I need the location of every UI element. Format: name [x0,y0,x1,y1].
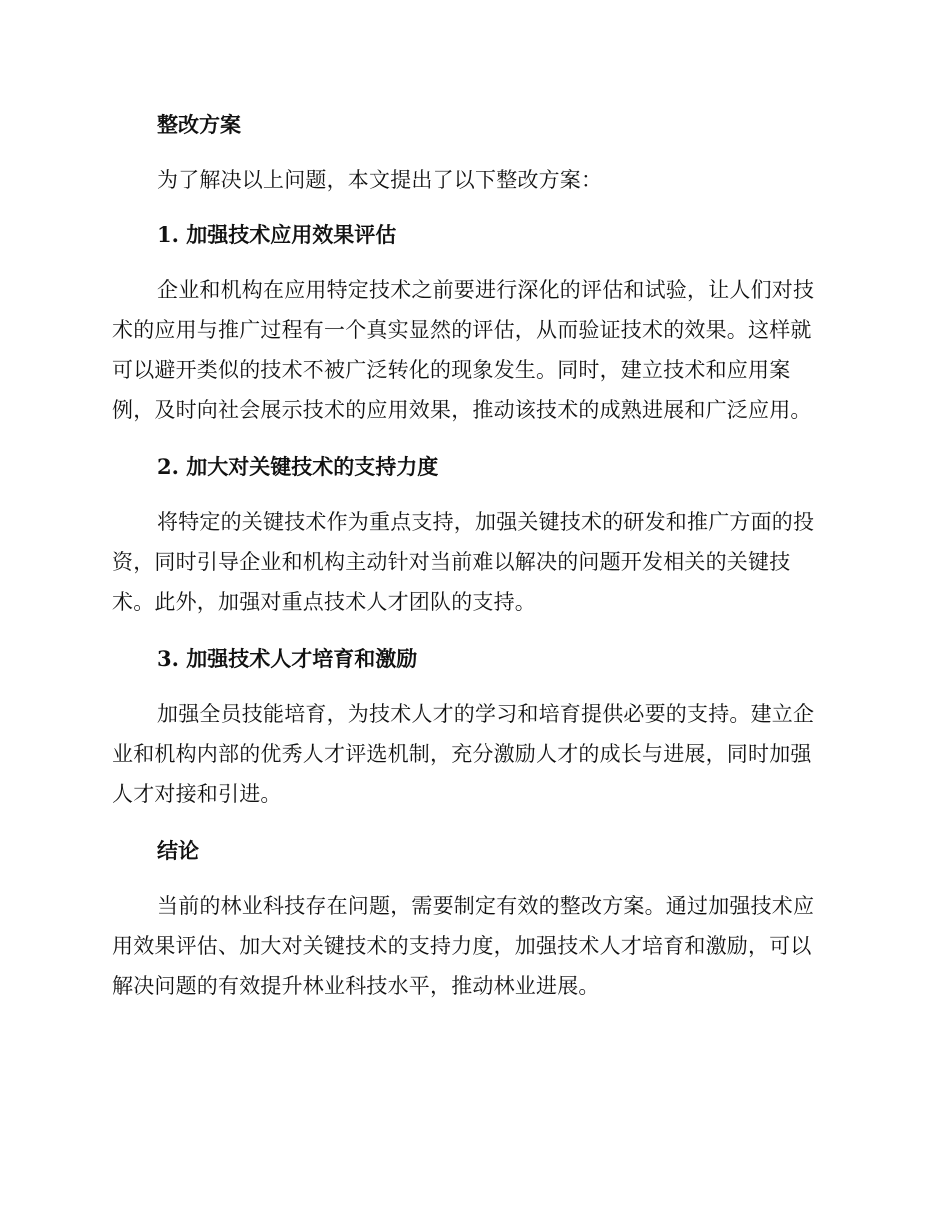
section-title: 整改方案 [157,112,241,137]
item-1-heading: 1. 加强技术应用效果评估 [157,222,397,247]
item-2-heading: 2. 加大对关键技术的支持力度 [157,454,439,479]
intro-paragraph: 为了解决以上问题，本文提出了以下整改方案： [157,168,603,192]
conclusion-title: 结论 [157,838,199,863]
item-1-paragraph: 企业和机构在应用特定技术之前要进行深化的评估和试验，让人们对技术的应用与推广过程有一个真实显然的评估，从而验证技术的效果。这样就可以避开类似的技术不被广泛转化的现象发生。同时，建立技术和应用案例，及时向社会展示技术的应用效果，推动该技术的成熟进展和广泛应用。 [112,278,815,422]
item-3-paragraph: 加强全员技能培育，为技术人才的学习和培育提供必要的支持。建立企业和机构内部的优秀人才评选机制，充分激励人才的成长与进展，同时加强人才对接和引进。 [112,702,815,806]
item-3-heading: 3. 加强技术人才培育和激励 [157,646,418,671]
item-2-paragraph: 将特定的关键技术作为重点支持，加强关键技术的研发和推广方面的投资，同时引导企业和机构主动针对当前难以解决的问题开发相关的关键技术。此外，加强对重点技术人才团队的支持。 [112,510,815,614]
conclusion-paragraph: 当前的林业科技存在问题，需要制定有效的整改方案。通过加强技术应用效果评估、加大对关键技术的支持力度，加强技术人才培育和激励，可以解决问题的有效提升林业科技水平，推动林业进展。 [112,894,815,998]
